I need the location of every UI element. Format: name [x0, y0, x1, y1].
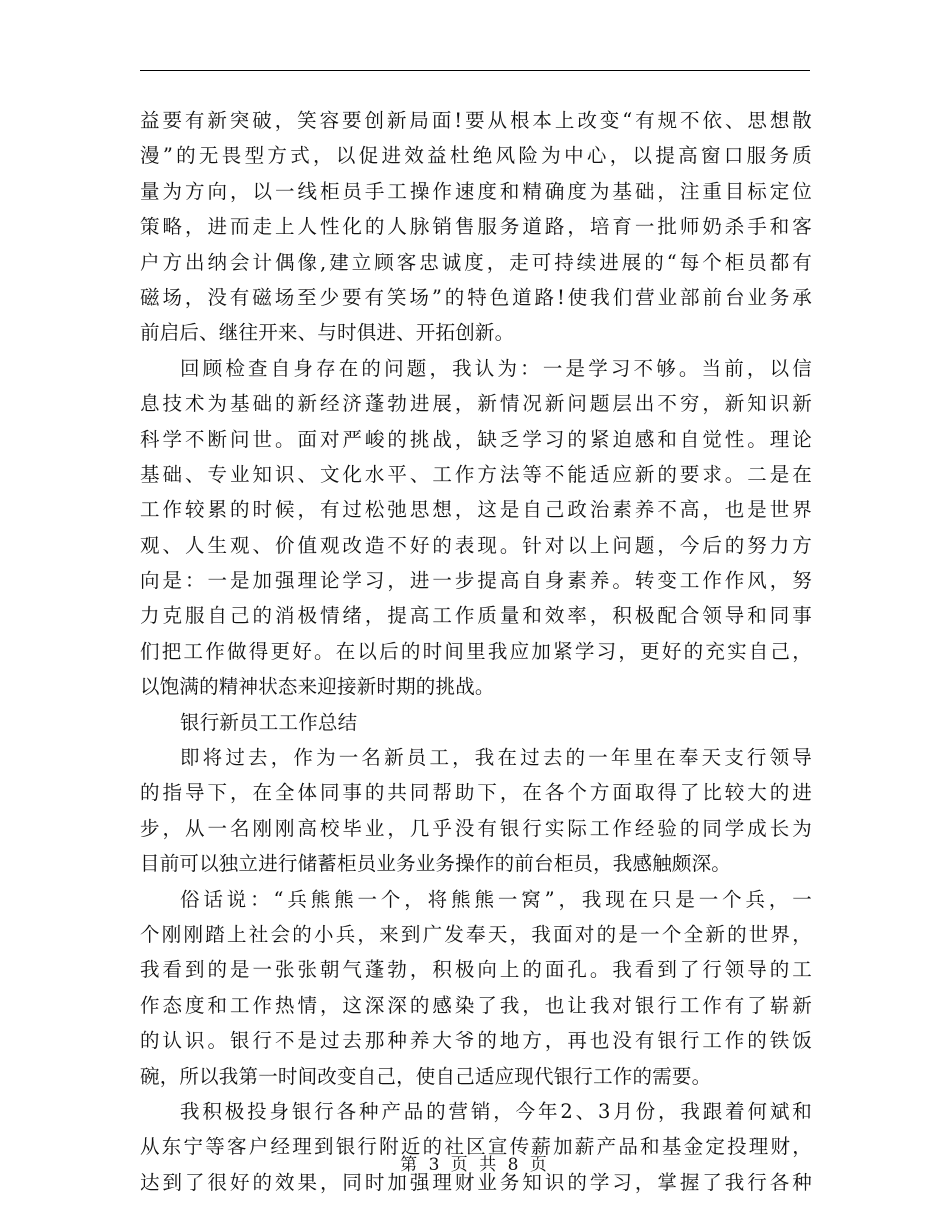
text-line: 达到了很好的效果，同时加强理财业务知识的学习，掌握了我行各种 — [140, 1170, 812, 1194]
text-line: 漫”的无畏型方式，以促进效益杜绝风险为中心，以提高窗口服务质 — [140, 144, 812, 168]
text-line: 即将过去，作为一名新员工，我在过去的一年里在奉天支行领导 — [180, 746, 812, 770]
text-line: 从东宁等客户经理到银行附近的社区宣传薪加薪产品和基金定投理财， — [140, 1135, 812, 1159]
header-rule — [140, 70, 810, 71]
text-line: 息技术为基础的新经济蓬勃进展，新情况新问题层出不穷，新知识新 — [140, 392, 812, 416]
body-text — [140, 103, 812, 1200]
text-line: 策略，进而走上人性化的人脉销售服务道路，培育一批师奶杀手和客 — [140, 215, 812, 239]
text-line: 作态度和工作热情，这深深的感染了我，也让我对银行工作有了崭新 — [140, 993, 812, 1017]
text-line: 步，从一名刚刚高校毕业，几乎没有银行实际工作经验的同学成长为 — [140, 816, 812, 840]
text-line: 量为方向，以一线柜员手工操作速度和精确度为基础，注重目标定位 — [140, 179, 812, 203]
text-line: 观、人生观、价值观改造不好的表现。针对以上问题，今后的努力方 — [140, 533, 812, 557]
text-line: 回顾检查自身存在的问题，我认为：一是学习不够。当前，以信 — [180, 356, 812, 380]
text-line: 向是：一是加强理论学习，进一步提高自身素养。转变工作作风，努 — [140, 569, 812, 593]
text-line: 益要有新突破，笑容要创新局面!要从根本上改变“有规不依、思想散 — [140, 109, 812, 132]
text-line: 基础、专业知识、文化水平、工作方法等不能适应新的要求。二是在 — [140, 462, 812, 486]
text-line: 我看到的是一张张朝气蓬勃，积极向上的面孔。我看到了行领导的工 — [140, 958, 812, 982]
text-line: 我积极投身银行各种产品的营销，今年2、3月份，我跟着何斌和 — [180, 1099, 812, 1123]
text-line: 科学不断问世。面对严峻的挑战，缺乏学习的紧迫感和自觉性。理论 — [140, 427, 812, 451]
text-line: 个刚刚踏上社会的小兵，来到广发奉天，我面对的是一个全新的世界， — [140, 922, 812, 946]
text-line: 工作较累的时候，有过松弛思想，这是自己政治素养不高，也是世界 — [140, 498, 812, 522]
text-line: 碗，所以我第一时间改变自己，使自己适应现代银行工作的需要。 — [140, 1064, 712, 1088]
text-line: 力克服自己的消极情绪，提高工作质量和效率，积极配合领导和同事 — [140, 604, 812, 628]
text-line: 们把工作做得更好。在以后的时间里我应加紧学习，更好的充实自己， — [140, 639, 812, 663]
text-line: 的指导下，在全体同事的共同帮助下，在各个方面取得了比较大的进 — [140, 781, 812, 805]
text-line: 的认识。银行不是过去那种养大爷的地方，再也没有银行工作的铁饭 — [140, 1029, 812, 1053]
text-line: 前启后、继往开来、与时俱进、开拓创新。 — [140, 321, 515, 345]
page-footer: 第 3 页 共 8 页 — [400, 1155, 550, 1175]
text-line: 银行新员工工作总结 — [180, 710, 358, 734]
text-line: 户方出纳会计偶像,建立顾客忠诚度，走可持续进展的“每个柜员都有 — [140, 250, 812, 274]
text-line: 以饱满的精神状态来迎接新时期的挑战。 — [140, 675, 495, 699]
text-line: 俗话说：“兵熊熊一个，将熊熊一窝”，我现在只是一个兵，一 — [180, 887, 812, 911]
text-line: 目前可以独立进行储蓄柜员业务业务操作的前台柜员，我感触颇深。 — [140, 852, 732, 876]
text-line: 磁场，没有磁场至少要有笑场”的特色道路!使我们营业部前台业务承 — [140, 285, 812, 309]
